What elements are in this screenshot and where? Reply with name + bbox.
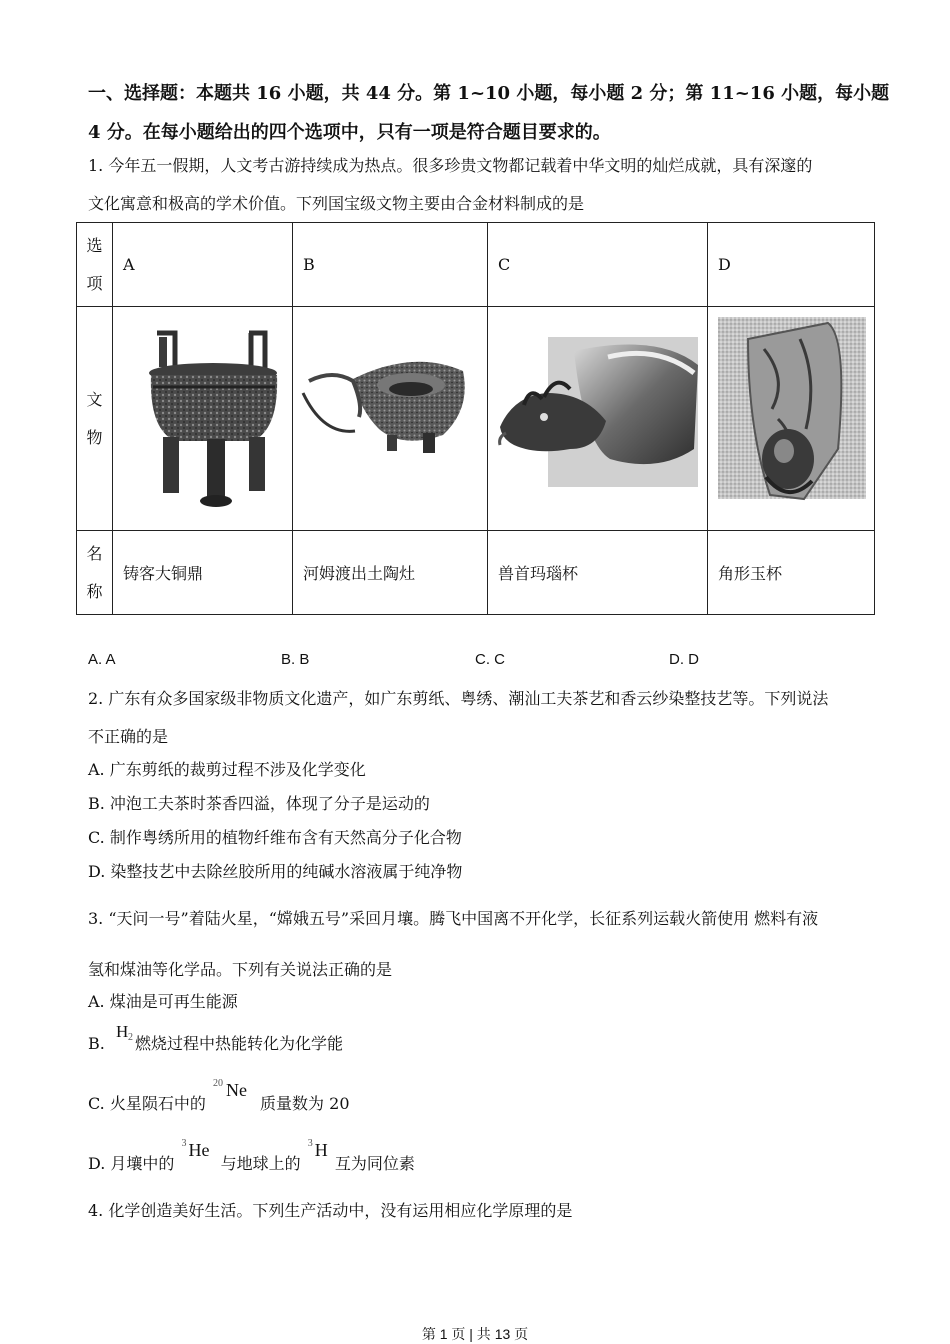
tritium-mass-number: 3 [307, 1138, 313, 1149]
q3-option-d: D. 月壤中的 3 He 与地球上的 3 H 互为同位素 [88, 1138, 415, 1173]
column-d-letter: D [708, 223, 875, 307]
q2-option-d: D. 染整技艺中去除丝胶所用的纯碱水溶液属于纯净物 [88, 862, 463, 881]
q2-option-c: C. 制作粤绣所用的植物纤维布含有天然高分子化合物 [88, 828, 462, 847]
q2-option-a: A. 广东剪纸的裁剪过程不涉及化学变化 [88, 760, 366, 779]
section-heading-line1: 一、选择题：本题共 16 小题，共 44 分。第 1~10 小题，每小题 2 分；第 11~16 小题，每小题 [88, 83, 890, 104]
helium-formula: He [188, 1140, 210, 1160]
column-b-letter: B [293, 223, 488, 307]
relic-name-a: 铸客大铜鼎 [113, 531, 293, 615]
neon-mass-number: 20 [212, 1078, 223, 1089]
column-a-letter: A [113, 223, 293, 307]
pottery-stove-icon [293, 309, 486, 529]
relic-image-a [113, 307, 293, 531]
header-name-cell: 名称 [77, 531, 113, 615]
q3-option-b: B. H 2 燃烧过程中热能转化为化学能 [88, 1022, 344, 1053]
neon-formula: Ne [225, 1080, 247, 1100]
helium-mass-number: 3 [181, 1138, 187, 1149]
bronze-ding-icon [113, 309, 291, 529]
relic-image-c [488, 307, 708, 531]
q1-choice-a: A. A [88, 651, 116, 668]
relic-image-d [708, 307, 875, 531]
jade-cup-icon [708, 309, 873, 529]
column-c-letter: C [488, 223, 708, 307]
q2-option-b: B. 冲泡工夫茶时茶香四溢，体现了分子是运动的 [88, 794, 430, 813]
hydrogen-subscript: 2 [127, 1032, 133, 1043]
header-option-cell: 选项 [77, 223, 113, 307]
q1-choice-d: D. D [669, 651, 699, 668]
q1-choice-b: B. B [281, 651, 310, 668]
question-2-text-line2: 不正确的是 [88, 727, 169, 746]
relic-name-b: 河姆渡出土陶灶 [293, 531, 488, 615]
page-footer: 第 1 页 | 共 13 页 [421, 1326, 529, 1342]
question-1-text-line1: 1. 今年五一假期，人文考古游持续成为热点。很多珍贵文物都记载着中华文明的灿烂成就，具有深邃的 [88, 156, 813, 175]
question-4-text-line1: 4. 化学创造美好生活。下列生产活动中，没有运用相应化学原理的是 [88, 1201, 573, 1220]
hydrogen-formula: H [115, 1022, 129, 1041]
q3-option-c: C. 火星陨石中的 20 Ne 质量数为 20 [88, 1078, 350, 1113]
section-heading-line2: 4 分。在每小题给出的四个选项中，只有一项是符合题目要求的。 [88, 122, 611, 143]
relic-image-b [293, 307, 488, 531]
tritium-formula: H [314, 1140, 328, 1160]
relics-table [76, 222, 875, 615]
question-3-text-line1: 3. “天问一号”着陆火星，“嫦娥五号”采回月壤。腾飞中国离不开化学，长征系列运载火箭使用 燃料有液 [88, 909, 819, 928]
header-relic-cell: 文物 [77, 307, 113, 531]
question-2-text-line1: 2. 广东有众多国家级非物质文化遗产，如广东剪纸、粤绣、潮汕工夫茶艺和香云纱染整技艺等。下列说法 [88, 689, 829, 708]
q3-option-a: A. 煤油是可再生能源 [88, 992, 238, 1011]
relic-name-c: 兽首玛瑙杯 [488, 531, 708, 615]
question-3-text-line2: 氢和煤油等化学品。下列有关说法正确的是 [88, 960, 393, 979]
agate-cup-icon [488, 309, 706, 529]
q1-choice-c: C. C [475, 651, 505, 668]
question-1-text-line2: 文化寓意和极高的学术价值。下列国宝级文物主要由合金材料制成的是 [88, 194, 585, 213]
relic-name-d: 角形玉杯 [708, 531, 875, 615]
